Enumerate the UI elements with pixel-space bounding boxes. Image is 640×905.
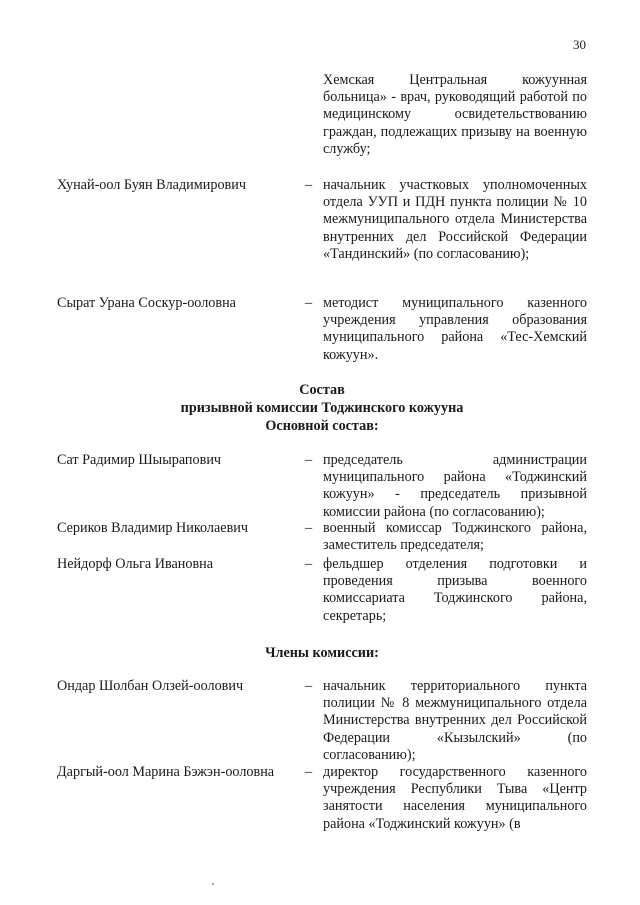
page-number: 30 xyxy=(573,37,586,52)
member-name: Ондар Шолбан Олзей-оолович xyxy=(57,678,244,694)
member-dash: – xyxy=(305,295,313,311)
member-dash: – xyxy=(305,764,313,780)
member-role: начальник территориального пункта полиции № 8 межмуниципального отдела Министерства внутренних дел Российской Федерации «Кызылский» (по согласованию); xyxy=(323,678,587,763)
member-role: начальник участковых уполномоченных отдела УУП и ПДН пункта полиции № 10 межмуниципального отдела Министерства внутренних дел Российской Федерации «Тандинский» (по согласованию); xyxy=(323,177,587,262)
section-title-line2: призывной комиссии Тоджинского кожууна xyxy=(180,400,464,416)
member-dash: – xyxy=(305,556,313,572)
scan-speck xyxy=(212,883,214,885)
member-name: Нейдорф Ольга Ивановна xyxy=(57,556,214,572)
member-name: Сериков Владимир Николаевич xyxy=(57,520,249,536)
member-dash: – xyxy=(305,678,313,694)
member-name: Сат Радимир Шыырапович xyxy=(57,452,222,468)
member-role: фельдшер отделения подготовки и проведения призыва военного комиссариата Тоджинского района, секретарь; xyxy=(323,556,587,624)
member-role: председатель администрации муниципального района «Тоджинский кожуун» - председатель призывной комиссии района (по согласованию); xyxy=(323,452,587,520)
member-dash: – xyxy=(305,177,313,193)
member-role: директор государственного казенного учреждения Республики Тыва «Центр занятости населения муниципального района «Тоджинский кожуун» (в xyxy=(323,764,587,832)
member-role: военный комиссар Тоджинского района, заместитель председателя; xyxy=(323,520,587,554)
member-dash: – xyxy=(305,452,313,468)
member-name: Хунай-оол Буян Владимирович xyxy=(57,177,246,193)
member-name: Сырат Урана Соскур-ооловна xyxy=(57,295,236,311)
section-title-line3: Основной состав: xyxy=(265,418,379,434)
commission-members-title: Члены комиссии: xyxy=(265,645,379,661)
member-name: Даргый-оол Марина Бэжэн-ооловна xyxy=(57,764,275,780)
member-role: методист муниципального казенного учреждения управления образования муниципального района «Тес-Хемский кожуун». xyxy=(323,295,587,363)
continuation-role: Хемская Центральная кожуунная больница» - врач, руководящий работой по медицинскому освидетельствованию граждан, подлежащих призыву на военную службу; xyxy=(323,72,587,157)
member-dash: – xyxy=(305,520,313,536)
section-title-line1: Состав xyxy=(299,382,345,398)
